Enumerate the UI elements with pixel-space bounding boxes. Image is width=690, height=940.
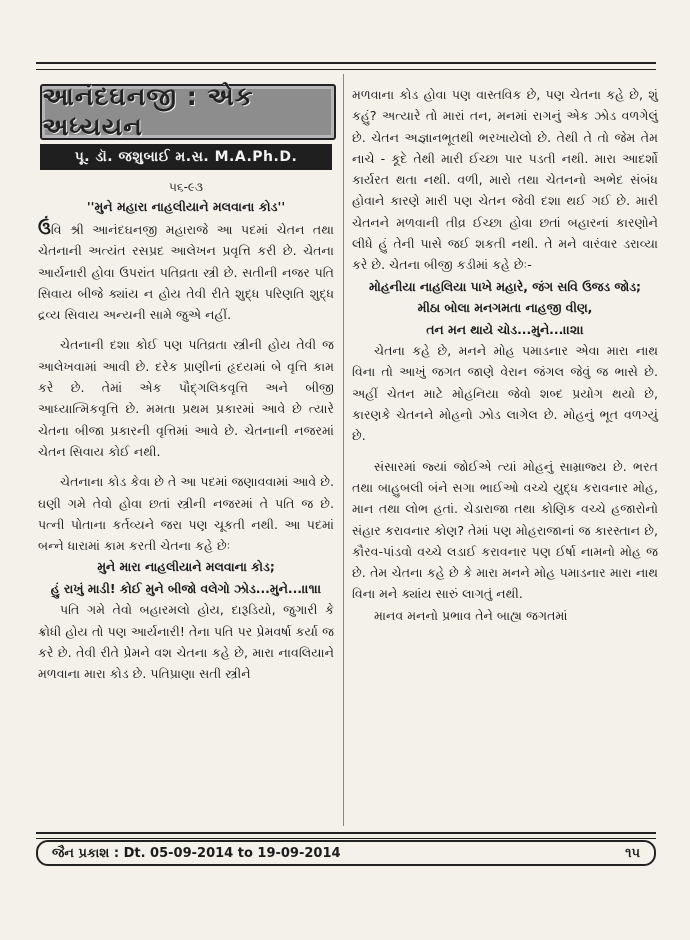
- drop-cap: ઉં: [38, 219, 51, 239]
- verse-line: મુને મારા નાહલીયાને મલવાના કોડ;: [97, 559, 275, 575]
- section-number: ૫૬-૯૩: [168, 180, 204, 194]
- paragraph: મળવાના કોડ હોવા પણ વાસ્તવિક છે, પણ ચેતના કહે છે, શું કહું? અત્યારે તો મારાં તન, મનમાં રાગનું એક ઝોડ વળગેલું છે. ચેતન અજ્ઞાનભૂતથી ભરખાયેલો છે. તેથી તે તો જેમ તેમ નાચે - કૂદે તેથી મારી ઈચ્છા પાર પડતી નથી. મારા આદર્શો કાર્યરત થતા નથી. વળી, મારો તથા ચેતનનો અભેદ સંબંધ હોવાને કારણે મારી પણ ચેતન જેવી દશા થઈ ગઈ છે. મારી ચેતનને મળવાની તીવ્ર ઈચ્છા હોવા છતાં બહારનાં કારણોને લીધે હું તેની પાસે જઈ શકતી નથી. તે મને વારંવાર ડરાવ્યા કરે છે. ચેતના બીજી કડીમાં કહે છેઃ-: [352, 87, 658, 273]
- verse-line: હું રાખું માડી! કોઈ મુને બીજો વલેગો ઝોડ...મુને...।।૧।।: [50, 580, 322, 596]
- article-title: આનંદઘનજી : એક અધ્યયન: [42, 82, 254, 141]
- top-double-rule: [36, 62, 656, 70]
- page-footer: [36, 840, 656, 866]
- paragraph: ચેતનાના કોડ કેવા છે તે આ પદમાં જણાવવામાં આવે છે. ઘણી ગમે તેવો હોવા છતાં સ્ત્રીની નજરમાં તે પતિ જ છે. પત્ની પોતાના કર્તવ્યને જરા પણ ચૂકતી નથી. આ પદમાં બન્ને ધારામાં કામ કરતી ચેતના કહે છેઃ: [38, 474, 334, 554]
- column-divider: [343, 74, 344, 826]
- paragraph: સંસારમાં જ્યાં જોઈએ ત્યાં મોહનું સામ્રાજ્ય છે. ભરત તથા બાહુબલી બંને સગા ભાઈઓ વચ્ચે યુદ્ધ કરાવનાર મોહ, માન તથા લોભ હતાં. ચેડારાજા તથા કોણિક વચ્ચે હજારોનો સંહાર કરાવનાર કોણ? તેમાં પણ મોહરાજાનાં જ કારસ્તાન છે, કૌરવ-પાંડવો વચ્ચે લડાઈ કરાવનાર પણ ઈર્ષા નામનો મોહ જ છે. તેમ ચેતના કહે છે કે મારા મનને મોહ પમાડનાર મારા નાથ વિના મને ક્યાંય સારું લાગતું નથી.: [352, 458, 658, 602]
- verse-line: મીઠા બોલા મનગમતા નાહજી વીણ,: [417, 300, 593, 316]
- footer-double-rule: [36, 832, 656, 839]
- paragraph: પતિ ગમે તેવો બહારમલો હોય, દારૂડિયો, જુગારી કે ક્રોધી હોય તો પણ આર્યનારી! તેના પતિ પર પ્રેમવર્ષા કર્યા જ કરે છે. તેવી રીતે પ્રેમને વશ ચેતના કહે છે, મારા નાવલિયાને મળવાના મારા કોડ છે. પતિપ્રાણા સતી સ્ત્રીને: [38, 602, 334, 682]
- left-column: [38, 84, 334, 685]
- section-subtitle: ''મુને મહારા નાહલીયાને મલવાના કોડ'': [86, 199, 286, 214]
- verse-line: મોહનીયા નાહલિયા પાખે મહારે, જંગ સવિ ઉજડ જોડ;: [369, 278, 641, 294]
- article-title-box: [40, 84, 336, 140]
- publication-info: જૈન પ્રકાશ : Dt. 05-09-2014 to 19-09-2014: [52, 845, 341, 861]
- paragraph: માનવ મનનો પ્રભાવ તેને બાહ્ય જગતમાં: [374, 607, 568, 623]
- paragraph: ઉંવિ શ્રી આનંદઘનજી મહારાજે આ પદમાં ચેતન તથા ચેતનાની અત્યંત રસપ્રદ આલેખન પ્રવૃત્તિ કરી છે. ચેતના આર્યનારી હોવા ઉપરાંત પતિવ્રતા સ્ત્રી છે. સતીની નજર પતિ સિવાય બીજે ક્યાંય ન હોય તેવી રીતે શુદ્ધ પરિણતિ શુદ્ધ દ્રવ્ય સિવાય અન્યની સામે જુએ નહીં.: [38, 219, 334, 323]
- paragraph: ચેતનાની દશા કોઈ પણ પતિવ્રતા સ્ત્રીની હોય તેવી જ આલેખવામાં આવી છે. દરેક પ્રાણીનાં હૃદયમાં બે વૃત્તિ કામ કરે છે. તેમાં એક પૌદ્‌ગલિકવૃત્તિ અને બીજી આધ્યાત્મિકવૃત્તિ છે. મમતા પ્રથમ પ્રકારમાં આવે છે ત્યારે ચેતના બીજા પ્રકારની વૃત્તિમાં આવે છે. ચેતનાની નજરમાં ચેતન સિવાય કોઈ નથી.: [38, 337, 334, 459]
- verse-line: તન મન થાયે ચોડ...મુને...।।૨।।: [426, 321, 584, 337]
- page-number: ૧૫: [625, 845, 640, 861]
- author-bar: [40, 144, 332, 170]
- author-name: પૂ. ડૉ. જશુબાઈ મ.સ. M.A.Ph.D.: [74, 149, 298, 165]
- paragraph: ચેતના કહે છે, મનને મોહ પમાડનાર એવા મારા નાથ વિના તો આખું જગત જાણે વેરાન જંગલ જેવું જ ભાસે છે. અહીં ચેતન માટે મોહનિયા જેવો શબ્દ પ્રયોગ થયો છે, કારણકે ચેતનને મોહનો ઝોડ લાગેલ છે. મોહનું ભૂત વળગ્યું છે.: [352, 343, 658, 444]
- right-column: [352, 84, 658, 626]
